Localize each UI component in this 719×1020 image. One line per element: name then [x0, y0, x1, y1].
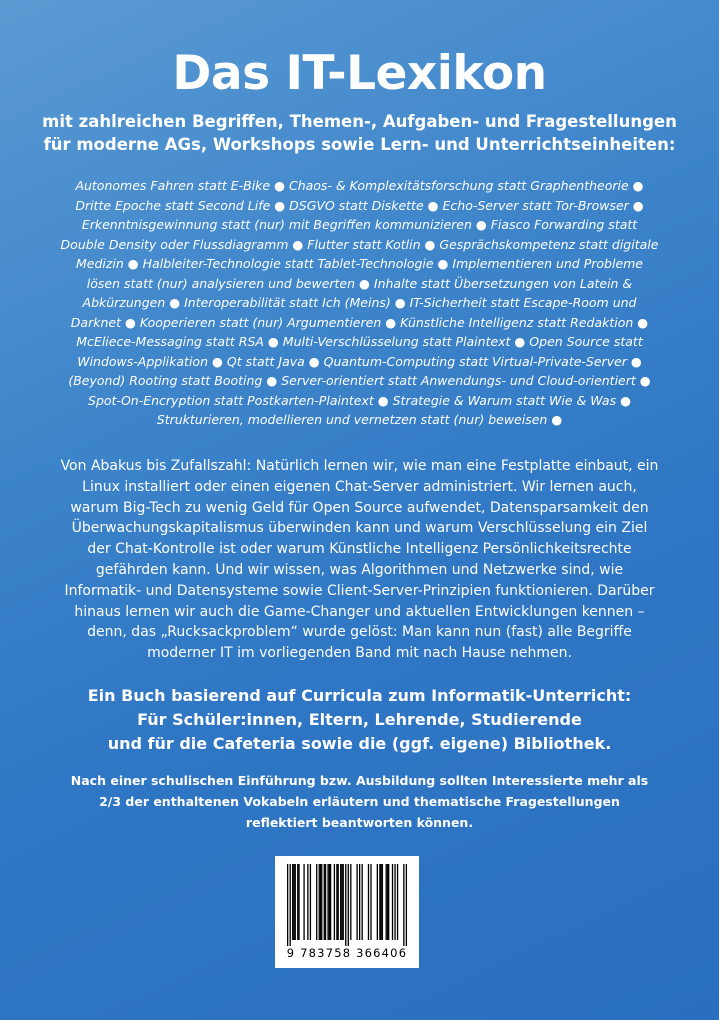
note-line: Nach einer schulischen Einführung bzw. Ausbildung sollten Interessierte mehr als	[70, 773, 649, 788]
barcode-bar	[382, 864, 383, 940]
topics-line: Abkürzungen ● Interoperabilität statt Ich (Meins) ● IT-Sicherheit statt Escape-Room und	[82, 295, 637, 310]
topics-line: Windows-Applikation ● Qt statt Java ● Quantum-Computing statt Virtual-Private-Server ●	[77, 353, 642, 369]
barcode-bars	[287, 864, 407, 948]
topics-line: Erkenntnisgewinnung statt (nur) mit Begriffen kommunizieren ● Fiasco Forwarding statt	[81, 217, 638, 232]
topics-line: Darknet ● Kooperieren statt (nur) Argumentieren ● Künstliche Intelligenz statt Redaktion ●	[70, 314, 649, 330]
barcode-bar	[350, 864, 351, 940]
barcode-bar	[325, 864, 326, 940]
intro-line: Linux installiert oder einen eigenen Chat-Server administriert. Wir lernen auch,	[82, 478, 637, 495]
barcode-bar	[293, 864, 294, 940]
topics-line: Autonomes Fahren statt E-Bike ● Chaos- & Komplexitätsforschung statt Graphentheorie ●	[75, 178, 644, 193]
audience-line: Ein Buch basierend auf Curricula zum Informatik-Unterricht:	[87, 686, 632, 705]
topics-line: Spot-On-Encryption statt Postkarten-Plaintext ● Strategie & Warum statt Wie & Was ●	[88, 392, 631, 408]
barcode-bar	[321, 864, 322, 940]
barcode-bar	[362, 864, 363, 940]
audience-line: und für die Cafeteria sowie die (ggf. eigene) Bibliothek.	[107, 734, 612, 753]
topics-line: Dritte Epoche statt Second Life ● DSGVO statt Diskette ● Echo-Server statt Tor-Browser ●	[75, 197, 644, 213]
barcode-bar	[370, 864, 371, 940]
barcode-bar	[316, 864, 317, 940]
intro-line: warum Big-Tech zu wenig Geld für Open Source aufwendet, Datensparsamkeit den	[70, 499, 649, 516]
topics-list	[56, 176, 663, 430]
barcode-bar	[403, 864, 404, 946]
barcode-bar	[329, 864, 330, 940]
intro-line: gefährden kann. Und wir wissen, was Algorithmen und Netzwerke sind, wie	[95, 561, 624, 578]
barcode-bar	[338, 864, 339, 940]
barcode-bar	[310, 864, 311, 940]
barcode-bar	[341, 864, 342, 940]
subtitle	[0, 110, 719, 156]
intro-line: moderner IT im vorliegenden Band mit nach Hause nehmen.	[147, 645, 572, 662]
topics-line: McEliece-Messaging statt RSA ● Multi-Verschlüsselung statt Plaintext ● Open Source statt	[76, 334, 643, 349]
barcode-bar	[336, 864, 337, 940]
topics-line: Strukturieren, modellieren und vernetzen statt (nur) beweisen ●	[156, 412, 563, 427]
barcode-bar	[287, 864, 288, 946]
barcode-bar	[343, 864, 344, 940]
barcode-bar	[394, 864, 395, 940]
barcode-bar	[298, 864, 299, 940]
barcode-bar	[324, 864, 325, 940]
subtitle-line: mit zahlreichen Begriffen, Themen-, Aufgaben- und Fragestellungen	[42, 112, 677, 131]
barcode-bar	[340, 864, 341, 940]
book-title: Das IT-Lexikon	[172, 46, 547, 101]
intro-line: der Chat-Kontrolle ist oder warum Künstliche Intelligenz Persönlichkeitsrechte	[87, 541, 632, 558]
barcode-bar	[334, 864, 335, 940]
barcode-bar	[303, 864, 304, 940]
subtitle-line: für moderne AGs, Workshops sowie Lern- und Unterrichtseinheiten:	[43, 135, 676, 154]
barcode-bar	[348, 864, 349, 946]
barcode-bar	[387, 864, 388, 940]
barcode-bar	[320, 864, 321, 940]
barcode-bar	[295, 864, 296, 940]
barcode-bar	[327, 864, 328, 940]
note-line: reflektiert beantworten können.	[245, 815, 474, 830]
isbn-barcode	[275, 856, 419, 968]
audience-statement	[0, 684, 719, 756]
intro-line: Überwachungskapitalismus überwinden kann und warum Verschlüsselung ein Ziel	[71, 520, 648, 537]
barcode-bar	[406, 864, 407, 946]
intro-line: Informatik- und Datensysteme sowie Client-Server-Prinzipien funktionieren. Darüber	[64, 582, 655, 599]
barcode-bar	[388, 864, 389, 940]
barcode-bar	[392, 864, 393, 940]
topics-line: Medizin ● Halbleiter-Technologie statt Tablet-Technologie ● Implementieren und Probleme	[75, 256, 644, 271]
isbn-number: 9 783758 366406	[286, 946, 408, 960]
topics-line: Double Density oder Flussdiagramm ● Flutter statt Kotlin ● Gesprächskompetenz statt digitale	[60, 236, 659, 252]
intro-line: Von Abakus bis Zufallszahl: Natürlich lernen wir, wie man eine Festplatte einbaut, ein	[60, 458, 659, 474]
learning-note	[40, 770, 679, 833]
intro-line: hinaus lernen wir auch die Game-Changer und aktuellen Entwicklungen kennen –	[74, 603, 645, 620]
intro-line: denn, das „Rucksackproblem“ wurde gelöst: Man kann nun (fast) alle Begriffe	[87, 624, 632, 641]
barcode-bar	[377, 864, 378, 940]
barcode-bar	[345, 864, 346, 946]
barcode-bar	[359, 864, 360, 940]
topics-line: (Beyond) Rooting statt Booting ● Server-orientiert statt Anwendungs- und Cloud-orientiert ●	[68, 373, 651, 388]
barcode-bar	[330, 864, 331, 940]
barcode-bar	[380, 864, 381, 940]
topics-line: lösen statt (nur) analysieren und bewerten ● Inhalte statt Übersetzungen von Latein &	[86, 275, 633, 291]
audience-line: Für Schüler:innen, Eltern, Lehrende, Studierende	[137, 710, 582, 729]
barcode-bar	[319, 864, 320, 940]
barcode-bar	[386, 864, 387, 940]
intro-paragraph	[50, 456, 669, 664]
barcode-bar	[290, 864, 291, 946]
barcode-bar	[397, 864, 398, 940]
barcode-bar	[292, 864, 293, 940]
note-line: 2/3 der enthaltenen Vokabeln erläutern und thematische Fragestellungen	[99, 794, 620, 809]
barcode-bar	[297, 864, 298, 940]
barcode-bar	[368, 864, 369, 940]
barcode-bar	[379, 864, 380, 940]
barcode-bar	[307, 864, 308, 940]
barcode-bar	[356, 864, 357, 940]
